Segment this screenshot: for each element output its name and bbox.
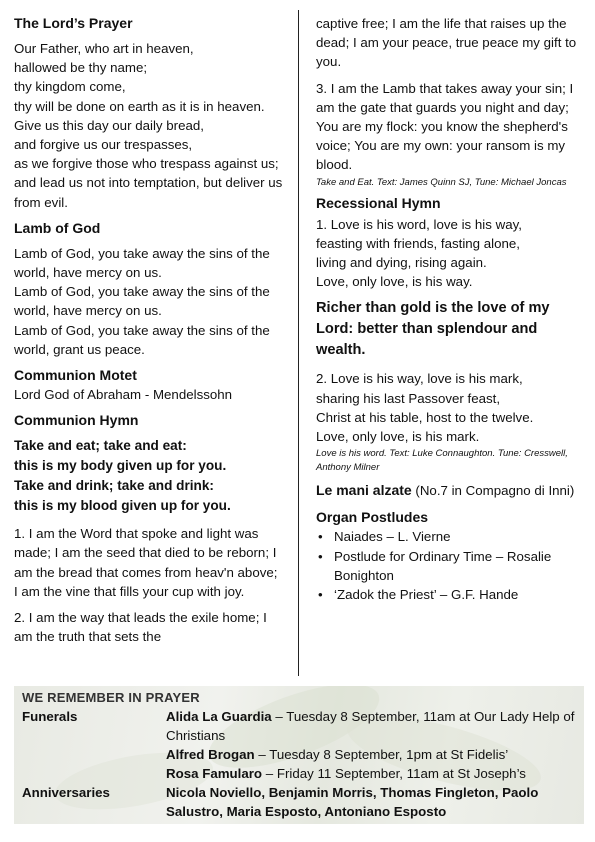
- le-mani-alzate-block: [316, 481, 584, 500]
- lamb-of-god-text: [14, 244, 284, 359]
- lords-prayer-text: [14, 39, 284, 212]
- list-item: [316, 547, 584, 585]
- refrain-line: this is my body given up for you.: [14, 458, 227, 474]
- prayer-line: thy will be done on earth as it is in heaven.: [14, 98, 265, 114]
- funerals-row: [22, 707, 582, 783]
- funerals-label: Funerals: [22, 709, 78, 724]
- recessional-verse-1: [316, 215, 584, 292]
- funeral-detail: – Tuesday 8 September, 11am at Our Lady Help of Christians: [166, 709, 575, 743]
- verse-line: feasting with friends, fasting alone,: [316, 235, 521, 251]
- prayer-content: [22, 688, 582, 821]
- anniversaries-row: [22, 783, 582, 821]
- prayer-line: Give us this day our daily bread,: [14, 117, 204, 133]
- communion-motet-text: Lord God of Abraham - Mendelssohn: [14, 387, 233, 403]
- verse-line: Christ at his table, host to the twelve.: [316, 409, 534, 425]
- remember-in-prayer-box: [14, 686, 584, 824]
- lamb-line: Lamb of God, you take away the sins of the world, grant us peace.: [14, 322, 270, 357]
- postlude-text: Naiades – L. Vierne: [334, 529, 451, 545]
- postlude-text: ‘Zadok the Priest’ – G.F. Hande: [334, 587, 519, 603]
- prayer-line: as we forgive those who trespass against us; and lead us not into temptation, but deliver us from evil.: [14, 156, 283, 210]
- funeral-entry: [166, 707, 582, 745]
- prayer-line: and forgive us our trespasses,: [14, 137, 193, 153]
- recessional-verse-2: [316, 369, 584, 475]
- right-column: [316, 14, 584, 604]
- communion-hymn-verse-1: 1. I am the Word that spoke and light was made; I am the seed that died to be reborn; I am the bread that comes from heav'n above; I am the vine that fills your cup with joy.: [14, 526, 278, 599]
- recessional-hymn-title: Recessional Hymn: [316, 194, 441, 211]
- refrain-line: this is my blood given up for you.: [14, 498, 231, 514]
- communion-hymn-verse-2-continued: captive free; I am the life that raises up the dead; I am your peace, true peace my gift to you.: [316, 16, 577, 70]
- funeral-detail: – Tuesday 8 September, 1pm at St Fidelis’: [254, 747, 509, 762]
- verse-line: Love, only love, is his way.: [316, 274, 473, 290]
- lords-prayer-title: The Lord’s Prayer: [14, 15, 133, 31]
- funerals-list: [166, 707, 582, 783]
- postlude-text: Postlude for Ordinary Time – Rosalie Bonighton: [334, 548, 552, 583]
- funeral-entry: [166, 745, 582, 764]
- funeral-name: Rosa Famularo: [166, 766, 263, 781]
- verse-line: 1. Love is his word, love is his way,: [316, 216, 522, 232]
- list-item: [316, 585, 584, 604]
- le-mani-alzate-note: (No.7 in Compagno di Inni): [411, 483, 575, 499]
- bullet-icon: •: [318, 529, 323, 545]
- funeral-name: Alida La Guardia: [166, 709, 272, 724]
- prayer-line: Our Father, who art in heaven,: [14, 41, 194, 56]
- left-column: [14, 14, 284, 646]
- anniversaries-label: Anniversaries: [22, 785, 110, 800]
- verse-line: sharing his last Passover feast,: [316, 390, 501, 406]
- verse-line: 2. Love is his way, love is his mark,: [316, 371, 523, 387]
- organ-postludes-title: Organ Postludes: [316, 509, 429, 526]
- prayer-box-title: WE REMEMBER IN PRAYER: [22, 690, 200, 705]
- communion-hymn-verse-3: 3. I am the Lamb that takes away your sin; I am the gate that guards you night and day; You are my flock: you know the shepherd's voice; You are my own: your ransom is my blood.: [316, 80, 574, 173]
- communion-motet-title: Communion Motet: [14, 367, 137, 384]
- communion-hymn-title: Communion Hymn: [14, 412, 139, 429]
- refrain-line: Take and drink; take and drink:: [14, 478, 214, 494]
- anniversaries-names: Nicola Noviello, Benjamin Morris, Thomas Fingleton, Paolo Salustro, Maria Esposto, Antoniano Esposto: [166, 785, 539, 819]
- lamb-line: Lamb of God, you take away the sins of the world, have mercy on us.: [14, 245, 270, 281]
- communion-hymn-verse-2: 2. I am the way that leads the exile home; I am the truth that sets the: [14, 610, 267, 645]
- recessional-credit: Love is his word. Text: Luke Connaughton. Tune: Cresswell, Anthony Milner: [316, 448, 568, 474]
- funeral-name: Alfred Brogan: [166, 747, 255, 762]
- prayer-line: thy kingdom come,: [14, 79, 126, 95]
- communion-hymn-section: [14, 411, 284, 646]
- funeral-detail: – Friday 11 September, 11am at St Joseph’s: [262, 766, 526, 781]
- lamb-line: Lamb of God, you take away the sins of the world, have mercy on us.: [14, 284, 270, 319]
- recessional-hymn-section: [316, 194, 584, 476]
- verse-line: living and dying, rising again.: [316, 255, 487, 271]
- recessional-refrain: Richer than gold is the love of my Lord: better than splendour and wealth.: [316, 300, 550, 359]
- le-mani-alzate-title: Le mani alzate: [316, 482, 412, 499]
- organ-postludes-section: [316, 508, 584, 604]
- funeral-entry: [166, 764, 582, 783]
- lamb-of-god-title: Lamb of God: [14, 219, 101, 236]
- verse-line: Love, only love, is his mark.: [316, 429, 480, 445]
- communion-motet-section: [14, 366, 284, 404]
- bullet-icon: •: [318, 587, 323, 603]
- prayer-line: hallowed be thy name;: [14, 60, 148, 76]
- list-item: [316, 527, 584, 546]
- postludes-list: [316, 527, 584, 604]
- communion-hymn-refrain: [14, 436, 284, 516]
- lamb-of-god-section: [14, 219, 284, 359]
- communion-hymn-credit: Take and Eat. Text: James Quinn SJ, Tune: Michael Joncas: [316, 176, 567, 188]
- bullet-icon: •: [318, 548, 323, 564]
- communion-hymn-verse-3-block: [316, 79, 584, 190]
- refrain-line: Take and eat; take and eat:: [14, 438, 187, 454]
- column-divider: [298, 10, 299, 676]
- lords-prayer-section: [14, 14, 284, 212]
